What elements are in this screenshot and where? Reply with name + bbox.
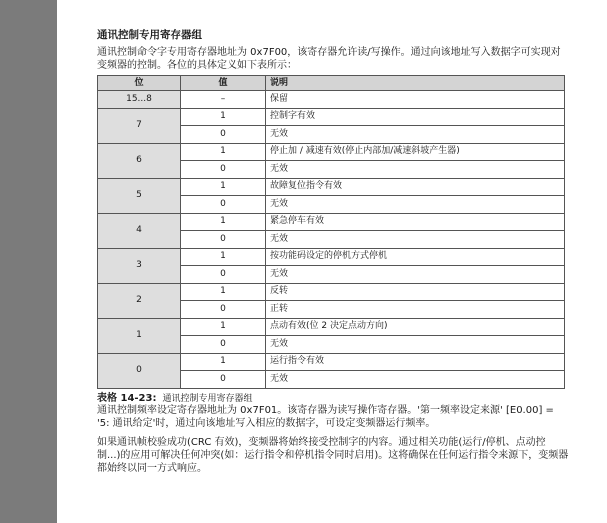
table-body xyxy=(98,91,565,389)
bit-cell: 1 xyxy=(98,318,181,353)
table-row xyxy=(98,108,565,126)
description-cell: 无效 xyxy=(266,161,565,179)
description-cell: 无效 xyxy=(266,336,565,354)
value-cell: 1 xyxy=(181,178,266,196)
table-row xyxy=(98,353,565,371)
bit-cell: 5 xyxy=(98,178,181,213)
description-cell: 运行指令有效 xyxy=(266,353,565,371)
value-cell: 0 xyxy=(181,301,266,319)
value-cell: 0 xyxy=(181,126,266,144)
description-cell: 控制字有效 xyxy=(266,108,565,126)
header-desc: 说明 xyxy=(266,76,565,91)
caption-title: 通讯控制专用寄存器组 xyxy=(162,393,253,404)
bit-cell: 4 xyxy=(98,213,181,248)
crc-paragraph: 如果通讯帧校验成功(CRC 有效)，变频器将始终接受控制字的内容。通过相关功能(运行/停机、点动控制...)的应用可解决任何冲突(如：运行指令和停机指令同时启用)。这将确保在任何运行指令来源下，变频器都始终以同一方式响应。 xyxy=(97,437,569,474)
value-cell: 1 xyxy=(181,143,266,161)
table-caption xyxy=(97,393,569,431)
table-row xyxy=(98,318,565,336)
description-cell: 无效 xyxy=(266,196,565,214)
value-cell: 0 xyxy=(181,336,266,354)
document-page xyxy=(57,0,607,523)
page-content xyxy=(97,28,569,475)
value-cell: 1 xyxy=(181,318,266,336)
frequency-paragraph: 通讯控制频率设定寄存器地址为 0x7F01。该寄存器为读写操作寄存器。'第一频率设定来源' [E0.00] = '5: 通讯给定'时，通过向该地址写入相应的数据字，可设定变频器运行频率。 xyxy=(97,405,554,429)
bit-cell: 6 xyxy=(98,143,181,178)
table-row xyxy=(98,178,565,196)
value-cell: 1 xyxy=(181,108,266,126)
value-cell: 0 xyxy=(181,161,266,179)
value-cell: – xyxy=(181,91,266,109)
bit-cell: 3 xyxy=(98,248,181,283)
table-row xyxy=(98,91,565,109)
table-row xyxy=(98,213,565,231)
value-cell: 0 xyxy=(181,231,266,249)
header-value: 值 xyxy=(181,76,266,91)
table-header-row xyxy=(98,76,565,91)
description-cell: 无效 xyxy=(266,126,565,144)
caption-label: 表格 14-23: xyxy=(97,392,157,404)
intro-paragraph: 通讯控制命令字专用寄存器地址为 0x7F00，该寄存器允许读/写操作。通过向该地址写入数据字可实现对变频器的控制。各位的具体定义如下表所示： xyxy=(97,47,561,71)
value-cell: 1 xyxy=(181,283,266,301)
description-cell: 点动有效(位 2 决定点动方向) xyxy=(266,318,565,336)
header-bit: 位 xyxy=(98,76,181,91)
description-cell: 按功能码设定的停机方式停机 xyxy=(266,248,565,266)
description-cell: 无效 xyxy=(266,231,565,249)
section-heading: 通讯控制专用寄存器组 xyxy=(97,29,202,41)
description-cell: 停止加 / 减速有效(停止内部加/减速斜坡产生器) xyxy=(266,143,565,161)
description-cell: 无效 xyxy=(266,371,565,389)
value-cell: 1 xyxy=(181,353,266,371)
description-cell: 正转 xyxy=(266,301,565,319)
description-cell: 故障复位指令有效 xyxy=(266,178,565,196)
value-cell: 1 xyxy=(181,248,266,266)
value-cell: 0 xyxy=(181,266,266,284)
table-row xyxy=(98,248,565,266)
value-cell: 0 xyxy=(181,196,266,214)
bit-cell: 15...8 xyxy=(98,91,181,109)
table-row xyxy=(98,283,565,301)
bit-cell: 0 xyxy=(98,353,181,388)
value-cell: 0 xyxy=(181,371,266,389)
description-cell: 紧急停车有效 xyxy=(266,213,565,231)
description-cell: 无效 xyxy=(266,266,565,284)
bit-cell: 7 xyxy=(98,108,181,143)
table-row xyxy=(98,143,565,161)
register-table xyxy=(97,75,565,389)
value-cell: 1 xyxy=(181,213,266,231)
bit-cell: 2 xyxy=(98,283,181,318)
viewer-gutter xyxy=(0,0,57,523)
description-cell: 反转 xyxy=(266,283,565,301)
description-cell: 保留 xyxy=(266,91,565,109)
